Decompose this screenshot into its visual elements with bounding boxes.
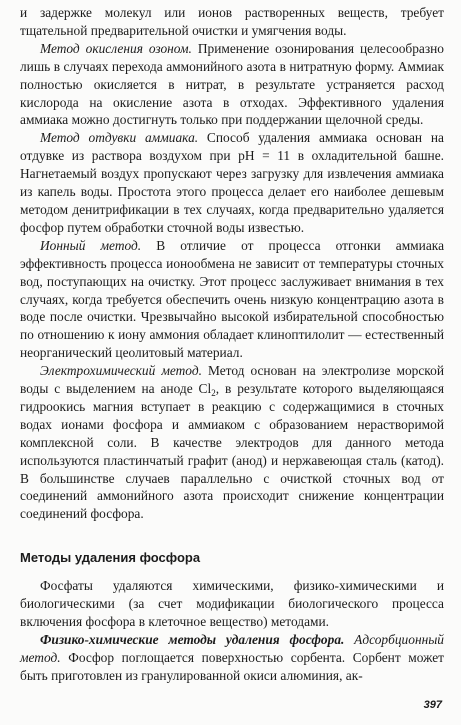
paragraph-phosphates: Фосфаты удаляются химическими, физико-химическими и биологическими (за счет модификации биологического процесса включения фосфора в клеточное вещество) методами. (20, 578, 444, 629)
paragraph-ion-text: В отличие от процесса отгонки аммиака эффективность процесса ионообмена не зависит от температуры сточных вод, поступающих на очистку. Этот процесс заслуживает внимания в тех случаях, когда требуется обеспечить очень низкую концентрацию азота в воде после очистки. Чрезвычайно высокой избирательной способностью по отношению к иону аммония обладает клиноптилолит — естественный неорганический цеолитовый материал. (20, 237, 445, 361)
method-title-stripping: Метод отдувки аммиака. (40, 130, 199, 146)
page-number: 397 (423, 699, 442, 711)
paragraph-ion (20, 237, 444, 362)
method-title-electrochemical: Электрохимический метод. (40, 363, 202, 379)
method-title-ion: Ионный метод. (40, 237, 142, 253)
paragraph-physchem (20, 631, 444, 685)
paragraph-electrochemical (20, 362, 444, 523)
paragraph-ozone (20, 40, 444, 130)
paragraph-adsorption-text: Фосфор поглощается поверхностью сорбента. Сорбент может быть приготовлен из гранулированной окиси алюминия, ак- (20, 649, 444, 683)
paragraph-continuation: и задержке молекул или ионов растворенных веществ, требует тщательной предварительной очистки и умягчения воды. (20, 5, 444, 38)
paragraph-ozone-text: Применение озонирования целесообразно лишь в случаях перехода аммонийного азота в нитратную форму. Аммиак полностью окисляется в нитрат, в результате устраняется расход кислорода на окисление азота в отходах. Эффективного удаления аммиака можно достигнуть только при поддержании щелочной среды. (20, 40, 444, 128)
section-heading: Методы удаления фосфора (20, 550, 201, 565)
body-text (20, 4, 444, 523)
paragraph-electro-text-a: Метод основан на электролизе морской воды с выделением на аноде Cl (20, 363, 444, 397)
paragraph-ammonia-stripping (20, 129, 444, 236)
section-body (20, 577, 444, 684)
method-title-adsorption: Адсорбционный метод. (20, 631, 444, 665)
subscript: 2 (211, 388, 216, 399)
subheading-physchem: Физико-химические методы удаления фосфора. (40, 631, 345, 647)
method-title-ozone: Метод окисления озоном. (40, 40, 192, 56)
paragraph-electro-text-b: , в результате которого выделяющаяся гидроокись магния вступает в реакцию с содержащимися в сточных водах ионами фосфора и аммиаком с образованием нерастворимой комплексной соли. В качестве электродов для данного метода используются пластинчатый графит (анод) и нержавеющая сталь (катод). В большинстве случаев параллельно с очисткой сточных вод от соединений аммонийного азота происходит снижение концентрации соединений фосфора. (20, 381, 445, 522)
paragraph-stripping-text: Способ удаления аммиака основан на отдувке из раствора воздухом при pH = 11 в охладительной башне. Нагнетаемый воздух пропускают через загрузку для извлечения аммиака из капель воды. Простота этого процесса делает его наиболее дешевым методом денитрификации в тех случаях, когда предварительно удаляется фосфор путем обработки сточной воды известью. (20, 130, 444, 235)
